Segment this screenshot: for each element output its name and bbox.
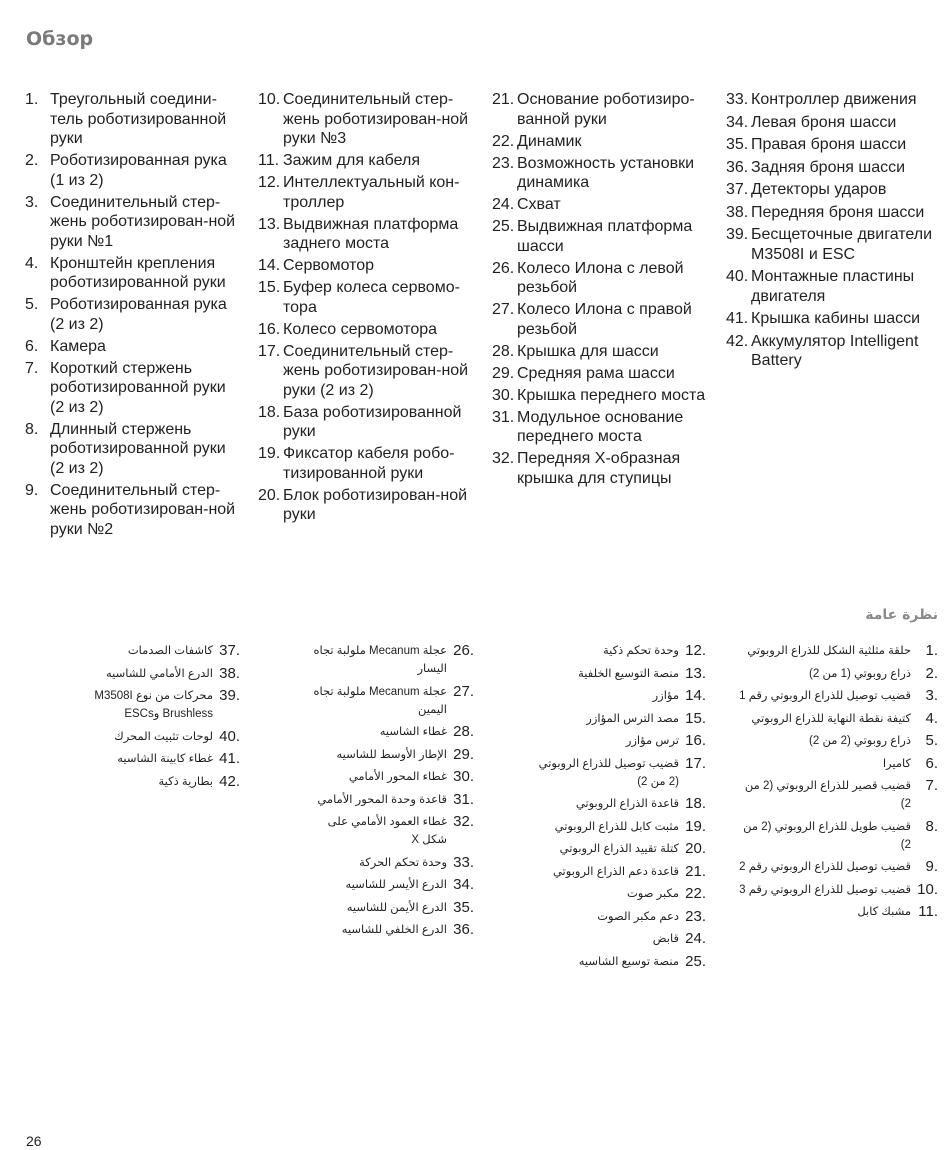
item-label: Сервомотор bbox=[283, 257, 375, 274]
item-label: Выдвижная платформа заднего моста bbox=[283, 215, 459, 252]
item-number: 3. bbox=[25, 193, 39, 211]
item-label: الدرع الأيسر للشاسيه bbox=[345, 879, 447, 891]
item-label: مكبر صوت bbox=[626, 888, 679, 900]
item-number: 6. bbox=[25, 337, 39, 355]
item-number: 19. bbox=[258, 445, 281, 462]
item-label: قضيب طويل للذراع الروبوتي (2 من 2) bbox=[743, 820, 911, 851]
item-label: Передняя броня шасси bbox=[751, 203, 925, 221]
item-number: 38. bbox=[219, 664, 240, 682]
list-item bbox=[492, 408, 712, 447]
list-item bbox=[726, 135, 941, 155]
item-number: 33. bbox=[453, 853, 474, 871]
item-number: 39. bbox=[219, 687, 240, 704]
item-number: 28. bbox=[492, 342, 515, 360]
list-item bbox=[531, 908, 706, 926]
item-number: 9. bbox=[925, 858, 938, 875]
list-item bbox=[531, 687, 706, 705]
item-number: 28. bbox=[453, 723, 474, 740]
item-label: Блок роботизирован-ной руки bbox=[283, 486, 468, 523]
item-label: Буфер колеса сервомо-тора bbox=[283, 279, 460, 316]
list-item bbox=[726, 90, 941, 110]
list-item bbox=[25, 420, 243, 479]
item-label: Выдвижная платформа шасси bbox=[517, 218, 693, 255]
item-label: محركات من نوع M3508I Brushless وESCs bbox=[94, 690, 213, 720]
item-number: 14. bbox=[685, 687, 706, 704]
item-number: 40. bbox=[726, 268, 749, 285]
item-label: Роботизированная рука (1 из 2) bbox=[50, 152, 227, 189]
item-label: Треугольный соедини-тель роботизированной руки bbox=[50, 91, 227, 147]
item-number: 18. bbox=[258, 403, 281, 421]
item-number: 4. bbox=[925, 709, 938, 727]
item-label: Роботизированная рука (2 из 2) bbox=[50, 296, 227, 333]
list-item bbox=[302, 746, 474, 764]
item-label: Зажим для кабеля bbox=[283, 152, 421, 169]
item-number: 11. bbox=[918, 903, 938, 920]
item-number: 29. bbox=[453, 745, 474, 763]
item-label: Возможность установки динамика bbox=[517, 154, 695, 191]
item-label: مشبك كابل bbox=[857, 906, 911, 918]
item-number: 36. bbox=[453, 921, 474, 938]
item-label: لوحات تثبيت المحرك bbox=[114, 730, 213, 743]
item-label: Соединительный стер-жень роботизирован-ной руки (2 из 2) bbox=[283, 342, 469, 399]
item-number: 19. bbox=[685, 817, 706, 835]
list-item bbox=[492, 195, 712, 215]
list-item bbox=[726, 203, 941, 223]
item-label: منصة توسيع الشاسيه bbox=[578, 955, 679, 968]
item-label: بطارية ذكية bbox=[158, 775, 213, 788]
list-item bbox=[726, 332, 941, 371]
item-label: Контроллер движения bbox=[751, 91, 917, 108]
item-number: 32. bbox=[492, 450, 515, 467]
item-label: الدرع الأمامي للشاسيه bbox=[105, 667, 213, 680]
item-label: Схват bbox=[517, 196, 561, 213]
item-number: 4. bbox=[25, 254, 39, 272]
list-item bbox=[258, 486, 478, 525]
item-label: غطاء المحور الأمامي bbox=[348, 771, 447, 783]
list-item bbox=[726, 267, 941, 306]
item-number: 42. bbox=[219, 772, 240, 790]
item-label: Аккумулятор Intelligent Battery bbox=[751, 332, 919, 369]
item-number: 15. bbox=[258, 279, 281, 296]
list-item bbox=[531, 818, 706, 836]
item-label: Длинный стержень роботизированной руки (2 из 2) bbox=[50, 420, 226, 477]
list-item bbox=[258, 256, 478, 276]
list-item bbox=[531, 795, 706, 813]
list-item bbox=[531, 863, 706, 881]
item-number: 20. bbox=[258, 486, 281, 504]
item-label: Левая броня шасси bbox=[751, 113, 897, 131]
list-item bbox=[302, 791, 474, 809]
list-item bbox=[258, 215, 478, 254]
list-item bbox=[726, 180, 941, 200]
item-number: 16. bbox=[685, 732, 706, 749]
list-item bbox=[733, 732, 938, 750]
item-number: 20. bbox=[685, 840, 706, 857]
item-number: 21. bbox=[492, 91, 515, 108]
list-item bbox=[531, 930, 706, 948]
item-label: غطاء الشاسيه bbox=[379, 726, 447, 738]
list-item bbox=[25, 193, 243, 252]
list-item bbox=[726, 113, 941, 133]
item-label: Модульное основание переднего моста bbox=[517, 408, 684, 445]
list-item bbox=[733, 665, 938, 683]
item-number: 14. bbox=[258, 257, 281, 274]
item-number: 35. bbox=[726, 136, 749, 153]
list-item bbox=[733, 903, 938, 921]
item-number: 29. bbox=[492, 364, 515, 382]
item-label: منصة التوسيع الخلفية bbox=[578, 667, 679, 680]
item-label: قضيب توصيل للذراع الروبوتي رقم 2 bbox=[739, 861, 911, 873]
list-item bbox=[25, 151, 243, 190]
item-label: Кронштейн крепления роботизированной руки bbox=[50, 254, 226, 291]
list-item bbox=[733, 881, 938, 899]
item-number: 9. bbox=[25, 481, 39, 499]
list-item bbox=[733, 710, 938, 728]
list-item bbox=[733, 755, 938, 773]
item-number: 26. bbox=[453, 642, 474, 659]
item-number: 30. bbox=[453, 768, 474, 785]
item-number: 38. bbox=[726, 203, 749, 221]
item-number: 35. bbox=[453, 898, 474, 916]
item-label: Камера bbox=[50, 337, 106, 355]
list-item bbox=[492, 259, 712, 298]
item-label: غطاء كابينة الشاسيه bbox=[117, 753, 213, 765]
item-label: Колесо Илона с левой резьбой bbox=[517, 259, 684, 296]
list-item bbox=[25, 90, 243, 149]
item-number: 10. bbox=[917, 880, 938, 898]
item-number: 26. bbox=[492, 259, 515, 277]
item-label: دعم مكبر الصوت bbox=[597, 910, 679, 923]
page-title-ru: Обзор bbox=[26, 28, 94, 50]
item-label: مثبت كابل للذراع الروبوتي bbox=[554, 820, 679, 833]
item-label: База роботизированной руки bbox=[283, 403, 462, 440]
list-item bbox=[90, 728, 240, 746]
item-number: 17. bbox=[685, 754, 706, 772]
list-item bbox=[531, 840, 706, 858]
item-number: 24. bbox=[685, 930, 706, 947]
item-label: قضيب قصير للذراع الروبوتي (2 من 2) bbox=[744, 780, 911, 810]
item-label: ذراع روبوتي (1 من 2) bbox=[809, 667, 911, 680]
item-number: 25. bbox=[492, 218, 515, 235]
item-number: 34. bbox=[453, 876, 474, 893]
parts-list-ru-column-1 bbox=[25, 90, 243, 542]
item-number: 5. bbox=[925, 732, 938, 749]
item-label: الدرع الخلفي للشاسيه bbox=[341, 924, 447, 936]
item-number: 13. bbox=[258, 215, 281, 233]
item-number: 33. bbox=[726, 91, 749, 108]
list-item bbox=[492, 90, 712, 129]
item-number: 7. bbox=[25, 359, 39, 377]
item-number: 39. bbox=[726, 226, 749, 243]
item-number: 16. bbox=[258, 320, 281, 338]
list-item bbox=[302, 876, 474, 894]
item-label: Колесо Илона с правой резьбой bbox=[517, 301, 692, 338]
list-item bbox=[90, 665, 240, 683]
list-item bbox=[25, 359, 243, 418]
item-number: 27. bbox=[453, 682, 474, 700]
list-item bbox=[258, 342, 478, 401]
item-label: قاعدة الذراع الروبوتي bbox=[575, 798, 679, 810]
item-number: 22. bbox=[492, 132, 515, 150]
item-label: قضيب توصيل للذراع الروبوتي رقم 3 bbox=[739, 883, 911, 896]
item-number: 41. bbox=[219, 750, 240, 767]
list-item bbox=[302, 899, 474, 917]
list-item bbox=[492, 364, 712, 384]
list-item bbox=[302, 768, 474, 786]
list-item bbox=[726, 158, 941, 178]
item-label: Соединительный стер-жень роботизирован-ной руки №3 bbox=[283, 91, 469, 147]
list-item bbox=[302, 723, 474, 741]
item-label: Колесо сервомотора bbox=[283, 320, 438, 338]
list-item bbox=[90, 687, 240, 723]
item-number: 27. bbox=[492, 301, 515, 318]
list-item bbox=[531, 642, 706, 660]
list-item bbox=[258, 278, 478, 317]
item-number: 3. bbox=[925, 687, 938, 704]
item-label: Средняя рама шасси bbox=[517, 364, 675, 382]
list-item bbox=[531, 953, 706, 971]
list-item bbox=[258, 151, 478, 171]
list-item bbox=[531, 755, 706, 791]
item-label: ذراع روبوتي (2 من 2) bbox=[809, 735, 911, 747]
item-number: 41. bbox=[726, 310, 749, 327]
item-number: 24. bbox=[492, 196, 515, 213]
list-item bbox=[726, 309, 941, 329]
parts-list-ar-column-3 bbox=[302, 642, 474, 944]
item-label: ترس مؤازر bbox=[625, 735, 679, 747]
item-number: 17. bbox=[258, 342, 281, 360]
item-label: Монтажные пластины двигателя bbox=[751, 268, 915, 305]
item-number: 7. bbox=[925, 777, 938, 794]
item-number: 31. bbox=[492, 408, 515, 426]
item-number: 1. bbox=[925, 642, 938, 659]
parts-list-ru-column-4 bbox=[726, 90, 941, 374]
item-label: الدرع الأيمن للشاسيه bbox=[346, 901, 447, 914]
list-item bbox=[90, 773, 240, 791]
list-item bbox=[90, 750, 240, 768]
list-item bbox=[25, 337, 243, 357]
item-label: كتلة تقييد الذراع الروبوتي bbox=[559, 843, 679, 855]
item-label: Интеллектуальный кон-троллер bbox=[283, 174, 460, 211]
item-number: 11. bbox=[258, 152, 280, 169]
item-number: 15. bbox=[685, 709, 706, 727]
list-item bbox=[492, 449, 712, 488]
page-number: 26 bbox=[26, 1133, 42, 1149]
item-label: قاعدة دعم الذراع الروبوتي bbox=[552, 865, 679, 878]
list-item bbox=[733, 777, 938, 813]
item-label: Крышка кабины шасси bbox=[751, 310, 921, 327]
item-number: 18. bbox=[685, 795, 706, 812]
item-number: 31. bbox=[453, 790, 474, 808]
parts-list-ru-column-3 bbox=[492, 90, 712, 491]
page-title-ar: نظرة عامة bbox=[865, 607, 938, 623]
item-label: Соединительный стер-жень роботизирован-ной руки №1 bbox=[50, 193, 236, 250]
list-item bbox=[302, 642, 474, 678]
item-number: 12. bbox=[258, 174, 281, 191]
item-number: 37. bbox=[219, 642, 240, 659]
item-label: مصد الترس المؤازر bbox=[586, 712, 679, 725]
item-label: قابض bbox=[652, 933, 679, 945]
list-item bbox=[25, 254, 243, 293]
list-item bbox=[531, 710, 706, 728]
list-item bbox=[531, 665, 706, 683]
list-item bbox=[90, 642, 240, 660]
list-item bbox=[302, 683, 474, 719]
item-number: 30. bbox=[492, 386, 515, 404]
item-label: حلقة مثلثية الشكل للذراع الروبوتي bbox=[747, 645, 911, 657]
list-item bbox=[258, 173, 478, 212]
list-item bbox=[492, 217, 712, 256]
list-item bbox=[492, 154, 712, 193]
list-item bbox=[302, 921, 474, 939]
item-number: 34. bbox=[726, 113, 749, 131]
item-number: 37. bbox=[726, 181, 749, 198]
item-number: 25. bbox=[685, 952, 706, 970]
item-number: 22. bbox=[685, 885, 706, 902]
item-number: 32. bbox=[453, 813, 474, 830]
item-number: 42. bbox=[726, 332, 749, 350]
list-item bbox=[302, 813, 474, 849]
item-number: 13. bbox=[685, 664, 706, 682]
item-label: Соединительный стер-жень роботизирован-ной руки №2 bbox=[50, 481, 236, 538]
list-item bbox=[258, 320, 478, 340]
item-number: 21. bbox=[685, 862, 706, 880]
list-item bbox=[531, 885, 706, 903]
list-item bbox=[733, 818, 938, 854]
item-number: 2. bbox=[925, 664, 938, 682]
item-number: 1. bbox=[25, 91, 39, 108]
item-number: 5. bbox=[25, 296, 39, 313]
item-label: وحدة تحكم الحركة bbox=[359, 856, 447, 869]
list-item bbox=[492, 342, 712, 362]
item-label: عجلة Mecanum ملولبة تجاه اليمين bbox=[313, 685, 447, 716]
item-label: Правая броня шасси bbox=[751, 136, 907, 153]
list-item bbox=[726, 225, 941, 264]
item-label: Динамик bbox=[517, 132, 582, 150]
item-label: Передняя X-образная крышка для ступицы bbox=[517, 450, 681, 487]
item-label: Крышка для шасси bbox=[517, 342, 659, 360]
item-label: وحدة تحكم ذكية bbox=[603, 645, 679, 657]
item-number: 12. bbox=[685, 642, 706, 659]
item-label: قضيب توصيل للذراع الروبوتي (2 من 2) bbox=[538, 757, 679, 788]
list-item bbox=[733, 687, 938, 705]
list-item bbox=[531, 732, 706, 750]
item-number: 10. bbox=[258, 91, 281, 108]
item-number: 2. bbox=[25, 152, 39, 169]
item-label: عجلة Mecanum ملولبة تجاه اليسار bbox=[313, 645, 447, 675]
item-number: 40. bbox=[219, 727, 240, 745]
item-label: كاميرا bbox=[882, 757, 911, 770]
list-item bbox=[492, 386, 712, 406]
item-label: Задняя броня шасси bbox=[751, 158, 906, 176]
parts-list-ru-column-2 bbox=[258, 90, 478, 527]
item-label: قضيب توصيل للذراع الروبوتي رقم 1 bbox=[739, 690, 911, 702]
item-number: 6. bbox=[925, 754, 938, 772]
item-label: قاعدة وحدة المحور الأمامي bbox=[317, 793, 447, 806]
list-item bbox=[302, 854, 474, 872]
item-label: مؤازر bbox=[652, 690, 679, 702]
list-item bbox=[492, 132, 712, 152]
item-label: Короткий стержень роботизированной руки (2 из 2) bbox=[50, 359, 226, 416]
item-number: 23. bbox=[492, 154, 515, 172]
item-label: Бесщеточные двигатели M3508I и ESC bbox=[751, 226, 933, 263]
item-number: 8. bbox=[25, 420, 39, 438]
list-item bbox=[492, 300, 712, 339]
item-label: الإطار الأوسط للشاسيه bbox=[336, 748, 447, 761]
parts-list-ar-column-4 bbox=[90, 642, 240, 795]
item-number: 23. bbox=[685, 907, 706, 925]
list-item bbox=[733, 858, 938, 876]
item-label: Фиксатор кабеля робо-тизированной руки bbox=[283, 445, 455, 482]
parts-list-ar-column-1 bbox=[733, 642, 938, 926]
item-label: غطاء العمود الأمامي على شكل X bbox=[327, 816, 447, 846]
parts-list-ar-column-2 bbox=[531, 642, 706, 975]
list-item bbox=[258, 90, 478, 149]
item-label: كتيفة نقطة النهاية للذراع الروبوتي bbox=[751, 712, 911, 725]
item-number: 8. bbox=[925, 817, 938, 835]
item-label: Детекторы ударов bbox=[751, 181, 887, 198]
list-item bbox=[25, 295, 243, 334]
list-item bbox=[25, 481, 243, 540]
list-item bbox=[733, 642, 938, 660]
item-label: كاشفات الصدمات bbox=[127, 645, 213, 657]
item-number: 36. bbox=[726, 158, 749, 176]
item-label: Крышка переднего моста bbox=[517, 386, 706, 404]
list-item bbox=[258, 403, 478, 442]
list-item bbox=[258, 444, 478, 483]
item-label: Основание роботизиро-ванной руки bbox=[517, 91, 695, 128]
